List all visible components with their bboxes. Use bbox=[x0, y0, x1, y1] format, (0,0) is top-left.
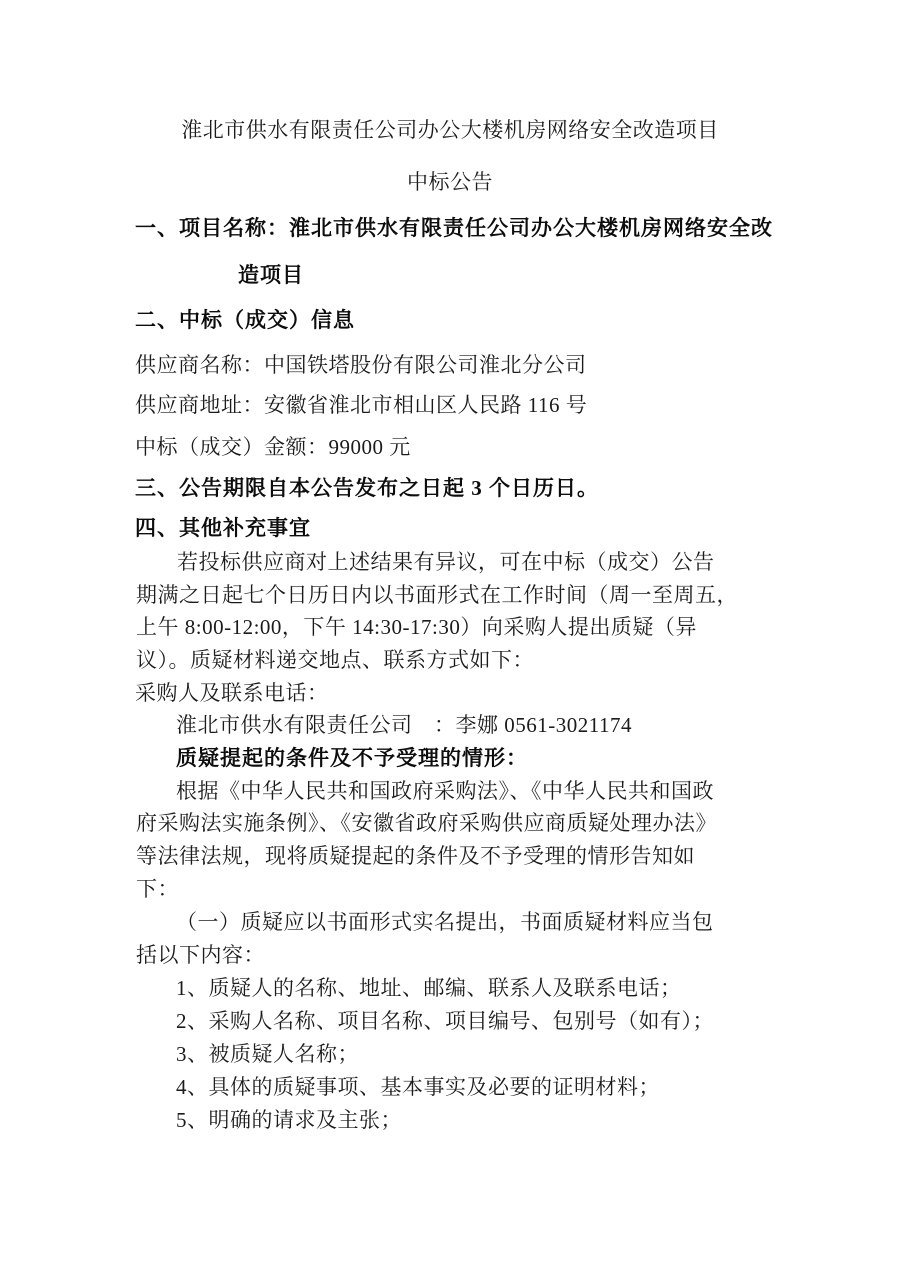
section-1-project-name-heading: 一、项目名称：淮北市供水有限责任公司办公大楼机房网络安全改 bbox=[135, 216, 773, 240]
objection-paragraph-line-3: 上午 8:00-12:00，下午 14:30-17:30）向采购人提出质疑（异 bbox=[136, 615, 697, 639]
document-title: 淮北市供水有限责任公司办公大楼机房网络安全改造项目 bbox=[181, 118, 719, 142]
purchaser-contact-label: 采购人及联系电话： bbox=[135, 681, 329, 705]
numbered-item-1: 1、质疑人的名称、地址、邮编、联系人及联系电话； bbox=[176, 976, 682, 1000]
supplier-name: 供应商名称：中国铁塔股份有限公司淮北分公司 bbox=[135, 353, 587, 377]
section-2-award-info-heading: 二、中标（成交）信息 bbox=[135, 308, 355, 332]
legal-basis-paragraph-line-2: 府采购法实施条例》、《安徽省政府采购供应商质疑处理办法》 bbox=[136, 811, 717, 835]
numbered-item-5: 5、明确的请求及主张； bbox=[176, 1108, 402, 1132]
item-one-paragraph-line-2: 括以下内容： bbox=[136, 943, 265, 967]
numbered-item-3: 3、被质疑人名称； bbox=[176, 1042, 359, 1066]
legal-basis-paragraph-line-3: 等法律法规，现将质疑提起的条件及不予受理的情形告知如 bbox=[136, 844, 695, 868]
legal-basis-paragraph-line-4: 下： bbox=[136, 877, 179, 901]
legal-basis-paragraph-line-1: 根据《中华人民共和国政府采购法》、《中华人民共和国政 bbox=[176, 779, 714, 803]
supplier-address: 供应商地址：安徽省淮北市相山区人民路 116 号 bbox=[135, 393, 588, 417]
purchaser-contact-value: 淮北市供水有限责任公司 ：李娜 0561-3021174 bbox=[176, 713, 632, 737]
item-one-paragraph-line-1: （一）质疑应以书面形式实名提出，书面质疑材料应当包 bbox=[176, 910, 714, 934]
query-conditions-heading: 质疑提起的条件及不予受理的情形： bbox=[176, 746, 528, 770]
objection-paragraph-line-2: 期满之日起七个日历日内以书面形式在工作时间（周一至周五， bbox=[136, 583, 738, 607]
award-amount: 中标（成交）金额：99000 元 bbox=[135, 435, 411, 459]
section-3-announcement-period-heading: 三、公告期限自本公告发布之日起 3 个日历日。 bbox=[135, 476, 599, 500]
section-1-project-name-continuation: 造项目 bbox=[238, 263, 304, 287]
numbered-item-2: 2、采购人名称、项目名称、项目编号、包别号（如有）； bbox=[176, 1009, 714, 1033]
numbered-item-4: 4、具体的质疑事项、基本事实及必要的证明材料； bbox=[176, 1075, 660, 1099]
objection-paragraph-line-1: 若投标供应商对上述结果有异议，可在中标（成交）公告 bbox=[177, 550, 715, 574]
document-subtitle: 中标公告 bbox=[407, 170, 493, 194]
objection-paragraph-line-4: 议）。质疑材料递交地点、联系方式如下： bbox=[136, 648, 534, 672]
section-4-other-matters-heading: 四、其他补充事宜 bbox=[135, 516, 311, 540]
